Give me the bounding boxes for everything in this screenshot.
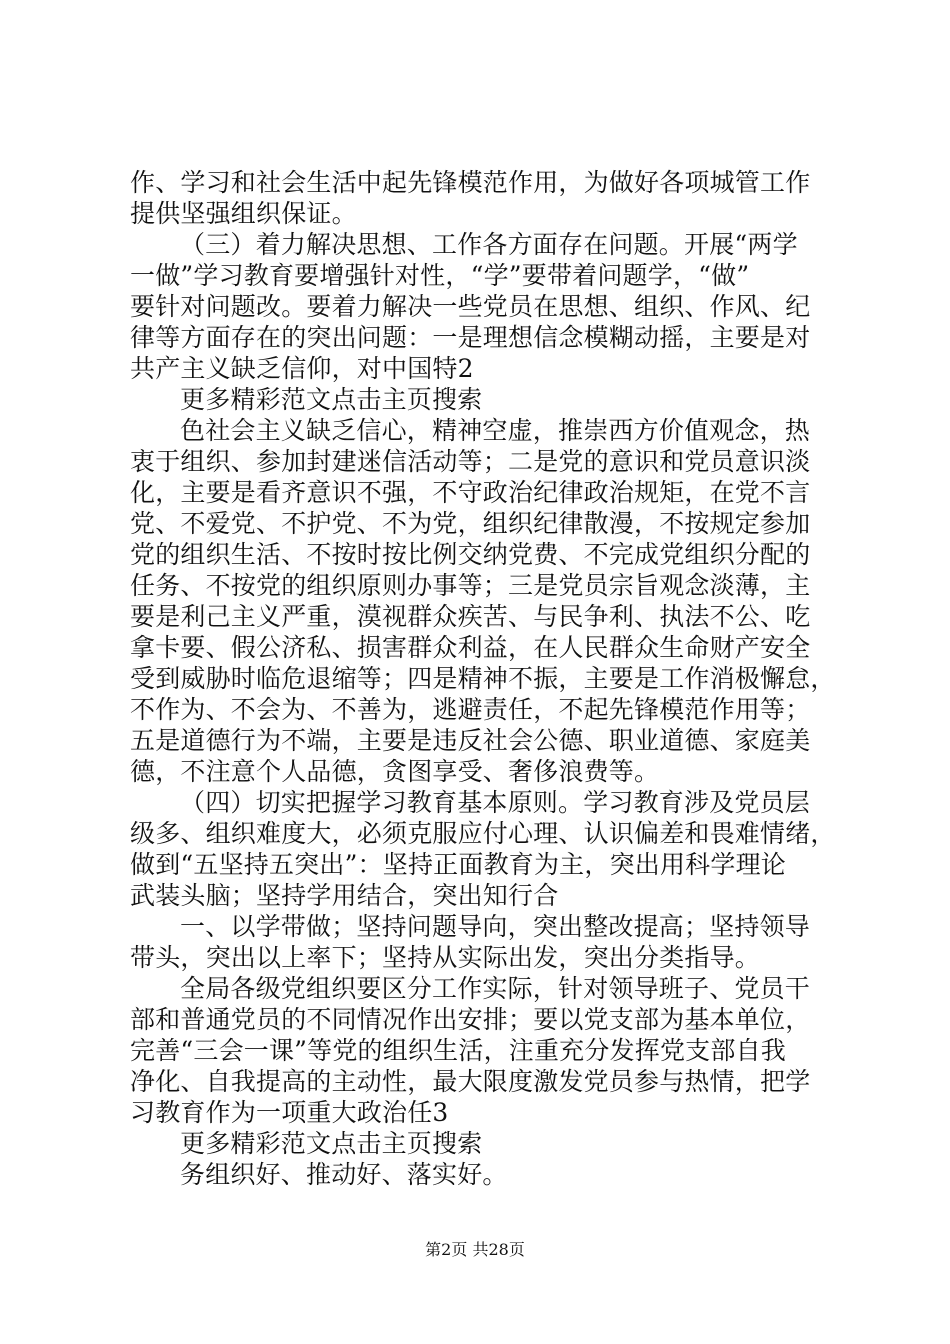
- text-line: 受到威胁时临危退缩等；四是精神不振，主要是工作消极懈怠，: [130, 664, 836, 693]
- text-line: 党、不爱党、不护党、不为党，组织纪律散漫，不按规定参加: [130, 509, 811, 538]
- text-line: 提供坚强组织保证。: [130, 199, 357, 228]
- text-line: 务组织好、推动好、落实好。: [180, 1160, 508, 1189]
- text-line: 任务、不按党的组织原则办事等；三是党员宗旨观念淡薄，主: [130, 571, 811, 600]
- page-footer: [0, 1238, 950, 1262]
- text-line: 不作为、不会为、不善为，逃避责任，不起先锋模范作用等；: [130, 695, 811, 724]
- page-number: 第2页: [425, 1240, 468, 1259]
- text-line: 带头，突出以上率下；坚持从实际出发，突出分类指导。: [130, 943, 761, 972]
- page-total: 共28页: [472, 1240, 525, 1259]
- text-line: 党的组织生活、不按时按比例交纳党费、不完成党组织分配的: [130, 540, 811, 569]
- text-line: 五是道德行为不端，主要是违反社会公德、职业道德、家庭美: [130, 726, 811, 755]
- text-line: 共产主义缺乏信仰，对中国特2: [130, 354, 474, 383]
- text-line: 色社会主义缺乏信心，精神空虚，推崇西方价值观念，热: [180, 416, 811, 445]
- text-line: （四）切实把握学习教育基本原则。学习教育涉及党员层: [180, 788, 811, 817]
- text-line: 衷于组织、参加封建迷信活动等；二是党的意识和党员意识淡: [130, 447, 811, 476]
- text-line: 拿卡要、假公济私、损害群众利益，在人民群众生命财产安全: [130, 633, 811, 662]
- text-line: 一做”学习教育要增强针对性，“学”要带着问题学，“做”: [130, 261, 750, 290]
- text-line: 律等方面存在的突出问题：一是理想信念模糊动摇，主要是对: [130, 323, 811, 352]
- text-line: 更多精彩范文点击主页搜索: [180, 385, 483, 414]
- text-line: 要针对问题改。要着力解决一些党员在思想、组织、作风、纪: [130, 292, 811, 321]
- text-line: 化，主要是看齐意识不强，不守政治纪律政治规矩，在党不言: [130, 478, 811, 507]
- text-line: 部和普通党员的不同情况作出安排；要以党支部为基本单位，: [130, 1005, 811, 1034]
- text-line: 净化、自我提高的主动性，最大限度激发党员参与热情，把学: [130, 1067, 811, 1096]
- body-text: [130, 167, 845, 1190]
- text-line: （三）着力解决思想、工作各方面存在问题。开展“两学: [180, 230, 798, 259]
- text-line: 一、以学带做；坚持问题导向，突出整改提高；坚持领导: [180, 912, 811, 941]
- text-line: 完善“三会一课”等党的组织生活，注重充分发挥党支部自我: [130, 1036, 786, 1065]
- text-line: 级多、组织难度大，必须克服应付心理、认识偏差和畏难情绪，: [130, 819, 836, 848]
- text-line: 作、学习和社会生活中起先锋模范作用，为做好各项城管工作: [130, 168, 811, 197]
- text-line: 德，不注意个人品德，贪图享受、奢侈浪费等。: [130, 757, 660, 786]
- text-line: 更多精彩范文点击主页搜索: [180, 1129, 483, 1158]
- text-line: 武装头脑；坚持学用结合，突出知行合: [130, 881, 559, 910]
- text-line: 要是利己主义严重，漠视群众疾苦、与民争利、执法不公、吃: [130, 602, 811, 631]
- text-line: 全局各级党组织要区分工作实际，针对领导班子、党员干: [180, 974, 811, 1003]
- text-line: 做到“五坚持五突出”：坚持正面教育为主，突出用科学理论: [130, 850, 786, 879]
- text-line: 习教育作为一项重大政治任3: [130, 1098, 449, 1127]
